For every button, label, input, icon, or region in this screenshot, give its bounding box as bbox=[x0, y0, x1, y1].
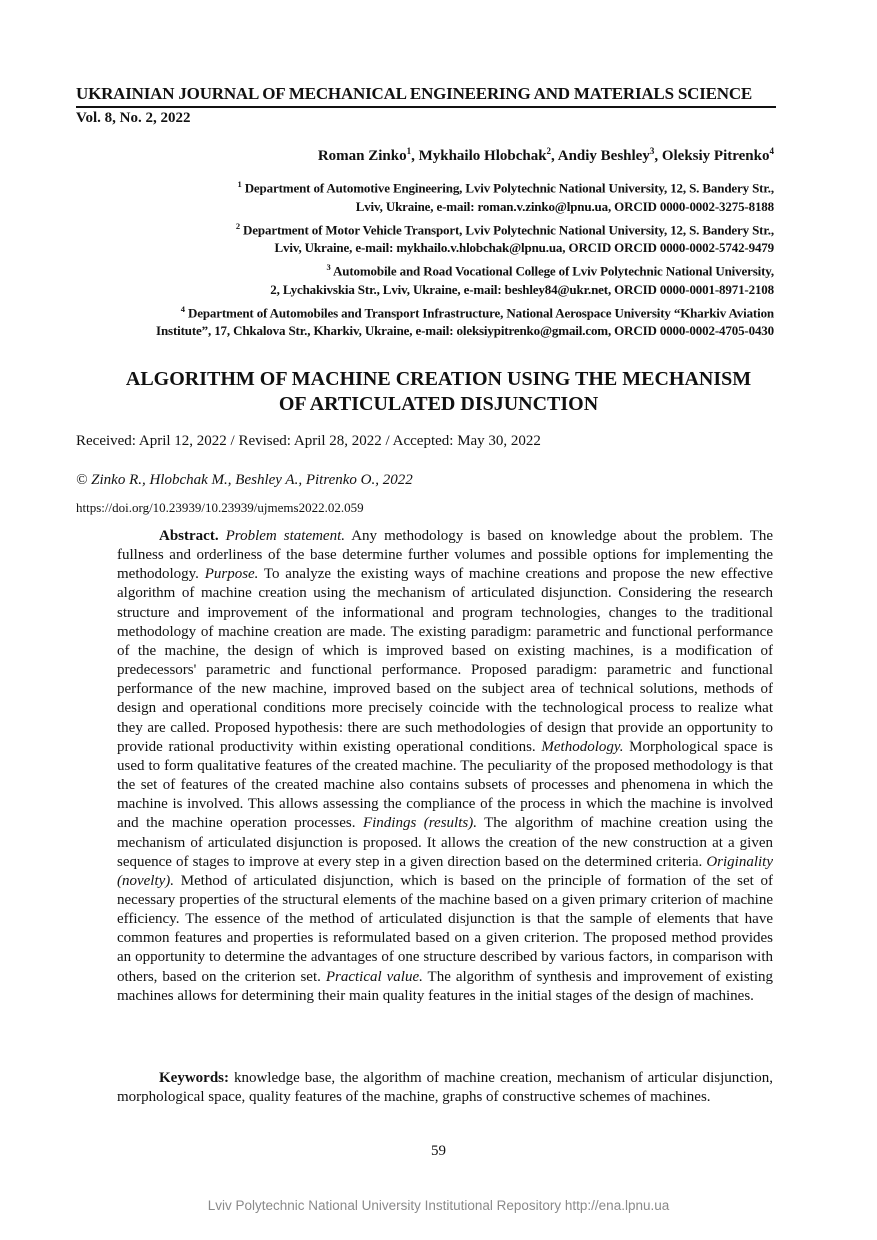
author-list bbox=[318, 146, 774, 165]
abstract-text: The algorithm of synthesis and improvement of existing machines allows for determining their main quality features in the initial stages of the design of machines. bbox=[117, 968, 773, 1004]
abstract-text: Method of articulated disjunction, which is based on the principle of formation of the set of necessary properties of the structural elements of the machine based on a given primary criterion of machine efficiency. The essence of the method of articulated disjunction is that the sample of elements that have common features and properties is reformulated based on a given criterion. The proposed method provides an opportunity to determine the advantages of one structure described by various factors, in comparison with others, based on the criterion set. bbox=[117, 872, 773, 985]
copyright-notice: © Zinko R., Hlobchak M., Beshley A., Pitrenko O., 2022 bbox=[76, 472, 413, 488]
affiliation-3-line2: 2, Lychakivskia Str., Lviv, Ukraine, e-mail: beshley84@ukr.net, ORCID 0000-0001-8971-2108 bbox=[270, 281, 774, 297]
submission-dates: Received: April 12, 2022 / Revised: April 28, 2022 / Accepted: May 30, 2022 bbox=[76, 433, 541, 449]
abstract-label: Abstract. bbox=[159, 528, 219, 544]
affiliation-mark: 4 bbox=[180, 303, 185, 314]
affiliation-3-line1 bbox=[74, 258, 774, 281]
abstract-heading-practical: Practical value. bbox=[325, 968, 423, 985]
abstract-heading-originality: Originality (novelty). bbox=[117, 853, 773, 889]
author-separator: , bbox=[551, 148, 558, 164]
abstract-text: The algorithm of machine creation using the mechanism of articulated disjunction is proposed. It allows the creation of the new construction at a given sequence of stages to improve at every step in a given direction based on the determined criteria. bbox=[117, 815, 773, 870]
title-line: ALGORITHM OF MACHINE CREATION USING THE MECHANISM bbox=[125, 368, 752, 390]
affiliation-1-line1 bbox=[74, 175, 774, 198]
affiliation-4-line2: Institute”, 17, Chkalova Str., Kharkiv, Ukraine, e-mail: oleksiypitrenko@gmail.com, ORCID 0000-0002-4705-0430 bbox=[156, 323, 774, 339]
affiliation-mark: 3 bbox=[326, 262, 331, 273]
affiliation-mark: 1 bbox=[237, 179, 242, 189]
page-number: 59 bbox=[431, 1143, 446, 1159]
author-separator: , bbox=[411, 148, 419, 164]
keywords-text: knowledge base, the algorithm of machine creation, mechanism of articular disjunction, morphological space, quality features of the machine, graphs of constructive schemes of machines. bbox=[117, 1070, 773, 1106]
title-line: OF ARTICULATED DISJUNCTION bbox=[278, 393, 599, 415]
abstract-heading-purpose: Purpose. bbox=[204, 566, 259, 583]
author-affiliation-mark: 2 bbox=[546, 146, 552, 156]
affiliation-text: Department of Automobiles and Transport Infrastructure, National Aerospace University “Kharkiv Aviation bbox=[184, 304, 774, 320]
volume-info: Vol. 8, No. 2, 2022 bbox=[76, 110, 191, 126]
author-name: Mykhailo Hlobchak bbox=[418, 148, 547, 164]
affiliation-text: Automobile and Road Vocational College of Lviv Polytechnic National University, bbox=[330, 263, 774, 279]
abstract-heading-problem: Problem statement. bbox=[225, 528, 346, 544]
author-separator: , bbox=[654, 148, 662, 164]
keywords bbox=[117, 1069, 773, 1107]
author-name: Roman Zinko bbox=[317, 148, 407, 164]
affiliation-mark: 2 bbox=[235, 220, 240, 231]
abstract bbox=[117, 527, 773, 1006]
author-name: Oleksiy Pitrenko bbox=[661, 148, 770, 164]
affiliations bbox=[74, 175, 774, 341]
author-affiliation-mark: 1 bbox=[406, 146, 412, 156]
abstract-text: To analyze the existing ways of machine creations and propose the new effective algorithm of machine creation using the mechanism of articulated disjunction. Considering the research structure and improvement of the informational and program technologies, changes to the traditional methodology of machine creation are made. The existing paradigm: parametric and functional performance of the machine, the design of which is improved based on existing machines, is a modification of predecessors' parametric and functional performance. Proposed paradigm: parametric and functional performance of the new machine, improved based on the subject area of technical solutions, methods of design and operational conditions more precisely coincide with the technological process to realize what they are called. Proposed hypothesis: there are such methodologies of design that provide an opportunity to provide rational productivity within existing operational conditions. bbox=[117, 566, 774, 755]
doi-link[interactable]: https://doi.org/10.23939/10.23939/ujmems2022.02.059 bbox=[76, 500, 364, 515]
abstract-text: Morphological space is used to form qualitative features of the created machine. The peculiarity of the proposed methodology is that the set of features of the created machine also contains subsets of processes and phenomena in which the machine is involved. This allows assessing the compliance of the process in which the machine is involved and the machine operation processes. bbox=[117, 738, 774, 832]
repository-footer: Lviv Polytechnic National University Institutional Repository http://ena.lpnu.ua bbox=[207, 1198, 670, 1213]
paper-title bbox=[76, 367, 801, 417]
affiliation-2-line1 bbox=[74, 217, 774, 240]
abstract-heading-findings: Findings (results). bbox=[362, 815, 477, 832]
affiliation-1-line2: Lviv, Ukraine, e-mail: roman.v.zinko@lpnu.ua, ORCID 0000-0002-3275-8188 bbox=[355, 198, 774, 214]
affiliation-text: Department of Automotive Engineering, Lviv Polytechnic National University, 12, S. Bandery Str., bbox=[241, 180, 774, 196]
author-name: Andiy Beshley bbox=[557, 148, 650, 164]
abstract-heading-methodology: Methodology. bbox=[541, 738, 624, 755]
author-affiliation-mark: 4 bbox=[769, 146, 774, 156]
abstract-text: Any methodology is based on knowledge about the problem. The fullness and orderliness of the base determine further volumes and possible options for implementing the methodology. bbox=[117, 528, 774, 583]
affiliation-2-line2: Lviv, Ukraine, e-mail: mykhailo.v.hlobchak@lpnu.ua, ORCID ORCID 0000-0002-5742-9479 bbox=[274, 240, 774, 256]
author-affiliation-mark: 3 bbox=[649, 146, 655, 156]
journal-title: UKRAINIAN JOURNAL OF MECHANICAL ENGINEERING AND MATERIALS SCIENCE bbox=[76, 84, 776, 108]
affiliation-text: Department of Motor Vehicle Transport, Lviv Polytechnic National University, 12, S. Bandery Str., bbox=[239, 221, 774, 237]
affiliation-4-line1 bbox=[74, 300, 774, 323]
keywords-label: Keywords: bbox=[159, 1070, 229, 1086]
